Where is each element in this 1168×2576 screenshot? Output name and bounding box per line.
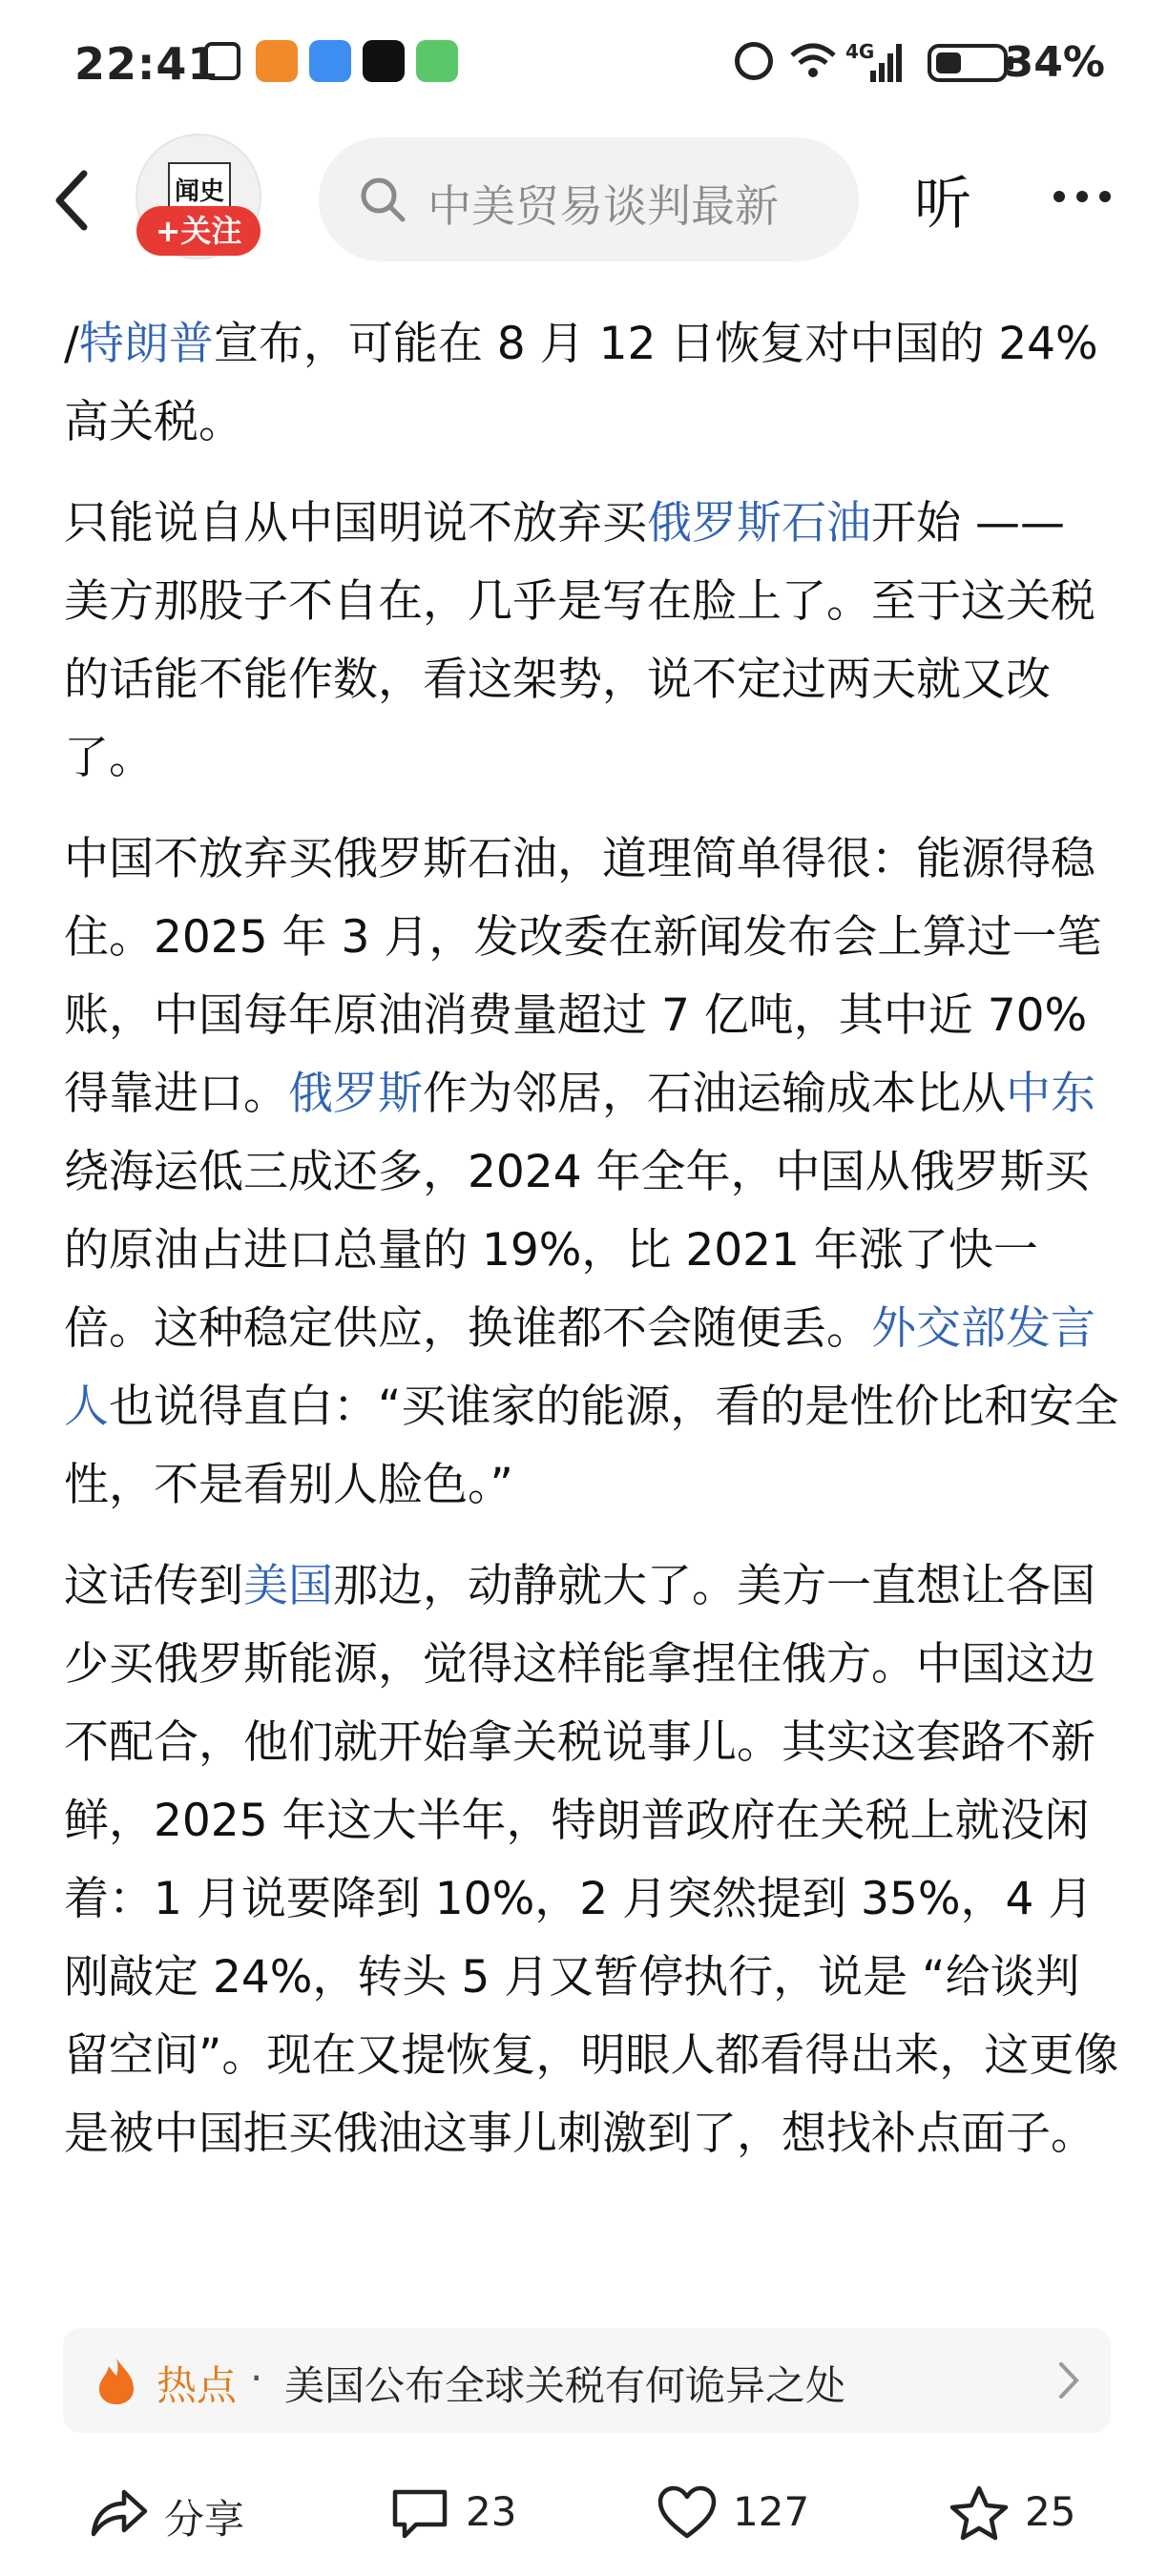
article-text: 宣布，可能在 8 月 12 日恢复对中国的 24% 高关税。: [64, 318, 1098, 448]
entity-link[interactable]: 外交部发言人: [64, 1302, 1095, 1433]
comment-count: 23: [466, 2488, 517, 2535]
favorite-button[interactable]: [949, 2481, 1092, 2547]
battery-percent: 34%: [1004, 38, 1105, 87]
article-text: 中国不放弃买俄罗斯石油，道理简单得很：能源得稳住。2025 年 3 月，发改委在新闻发布会上算过一笔账，中国每年原油消费量超过 7 亿吨，其中近 70% 得靠进口。: [64, 833, 1102, 1120]
app-notification-icon: [416, 40, 458, 82]
article-text: 作为邻居，石油运输成本比从: [423, 1068, 1006, 1120]
tiktok-icon: [363, 40, 405, 82]
bottom-action-bar: [0, 2452, 1168, 2576]
article-text: 只能说自从中国明说不放弃买: [64, 497, 647, 550]
share-label: 分享: [164, 2496, 245, 2543]
article-text: 绕海运低三成还多，2024 年全年，中国从俄罗斯买的原油占进口总量的 19%，比 2021 年涨了快一倍。这种稳定供应，换谁都不会随便丢。: [64, 1146, 1090, 1355]
heart-icon: [657, 2484, 718, 2542]
hot-topic-tag: 热点: [156, 2362, 238, 2409]
article-text: /: [64, 318, 79, 370]
favorite-count: 25: [1025, 2488, 1076, 2535]
article-text: 这话传到: [64, 1560, 243, 1612]
article-paragraph: [64, 1548, 1123, 2173]
follow-button[interactable]: +关注: [136, 206, 261, 256]
app-notification-icon: [256, 40, 298, 82]
listen-button[interactable]: 听: [914, 171, 971, 238]
search-bar[interactable]: [319, 137, 859, 261]
search-placeholder: 中美贸易谈判最新: [428, 180, 779, 232]
comment-icon: [389, 2484, 450, 2542]
article-text: 那边，动静就大了。美方一直想让各国少买俄罗斯能源，觉得这样能拿捏住俄方。中国这边不配合，他们就开始拿关税说事儿。其实这套路不新鲜，2025 年这大半年，特朗普政府在关税上就没闲着：1 月说要降到 10%，2 月突然提到 35%，4 月刚敲定 24%，转头 5 月又暂停执行，说是 “给谈判留空间”。现在又提恢复，明眼人都看得出来，这更像是被中国拒买俄油这事儿刺激到了，想找补点面子。: [64, 1560, 1119, 2160]
article-paragraph: [64, 821, 1123, 1525]
hot-topic-title: 美国公布全球关税有何诡异之处: [284, 2362, 846, 2409]
nfc-icon: [204, 42, 240, 80]
article-body: [64, 305, 1123, 2196]
network-type: 4G: [845, 40, 875, 63]
article-paragraph: [64, 305, 1123, 462]
star-icon: [949, 2484, 1010, 2542]
entity-link[interactable]: 俄罗斯石油: [647, 497, 871, 550]
flame-icon: [95, 2357, 137, 2406]
status-time: 22:41: [74, 38, 219, 90]
entity-link[interactable]: 俄罗斯: [288, 1068, 423, 1120]
article-paragraph: [64, 485, 1123, 798]
more-options-icon[interactable]: [1052, 187, 1113, 206]
entity-link[interactable]: 美国: [243, 1560, 333, 1612]
entity-link[interactable]: 中东: [1006, 1068, 1095, 1120]
hot-topic-banner[interactable]: [63, 2328, 1111, 2433]
content-fade: [0, 2223, 1168, 2299]
like-button[interactable]: [657, 2481, 828, 2547]
account-logo: 闻史: [168, 162, 231, 225]
signal-icon: [844, 42, 905, 84]
comment-button[interactable]: [389, 2481, 542, 2547]
search-icon: [357, 174, 408, 225]
status-bar: [0, 0, 1168, 134]
app-notification-icon: [309, 40, 351, 82]
battery-icon: [928, 44, 1015, 82]
like-count: 127: [733, 2488, 810, 2535]
chevron-right-icon: [1057, 2360, 1082, 2400]
article-text: 也说得直白：“买谁家的能源，看的是性价比和安全性，不是看别人脸色。”: [64, 1381, 1119, 1511]
share-button[interactable]: [88, 2481, 279, 2547]
hot-topic-separator: ·: [250, 2355, 263, 2401]
entity-link[interactable]: 特朗普: [78, 318, 214, 370]
article-text: 开始 —— 美方那股子不自在，几乎是写在脸上了。至于这关税的话能不能作数，看这架势，说不定过两天就又改了。: [64, 497, 1095, 784]
alarm-icon: [735, 42, 773, 80]
back-arrow-icon[interactable]: [42, 162, 109, 239]
share-icon: [88, 2484, 149, 2542]
wifi-icon: [788, 42, 838, 82]
